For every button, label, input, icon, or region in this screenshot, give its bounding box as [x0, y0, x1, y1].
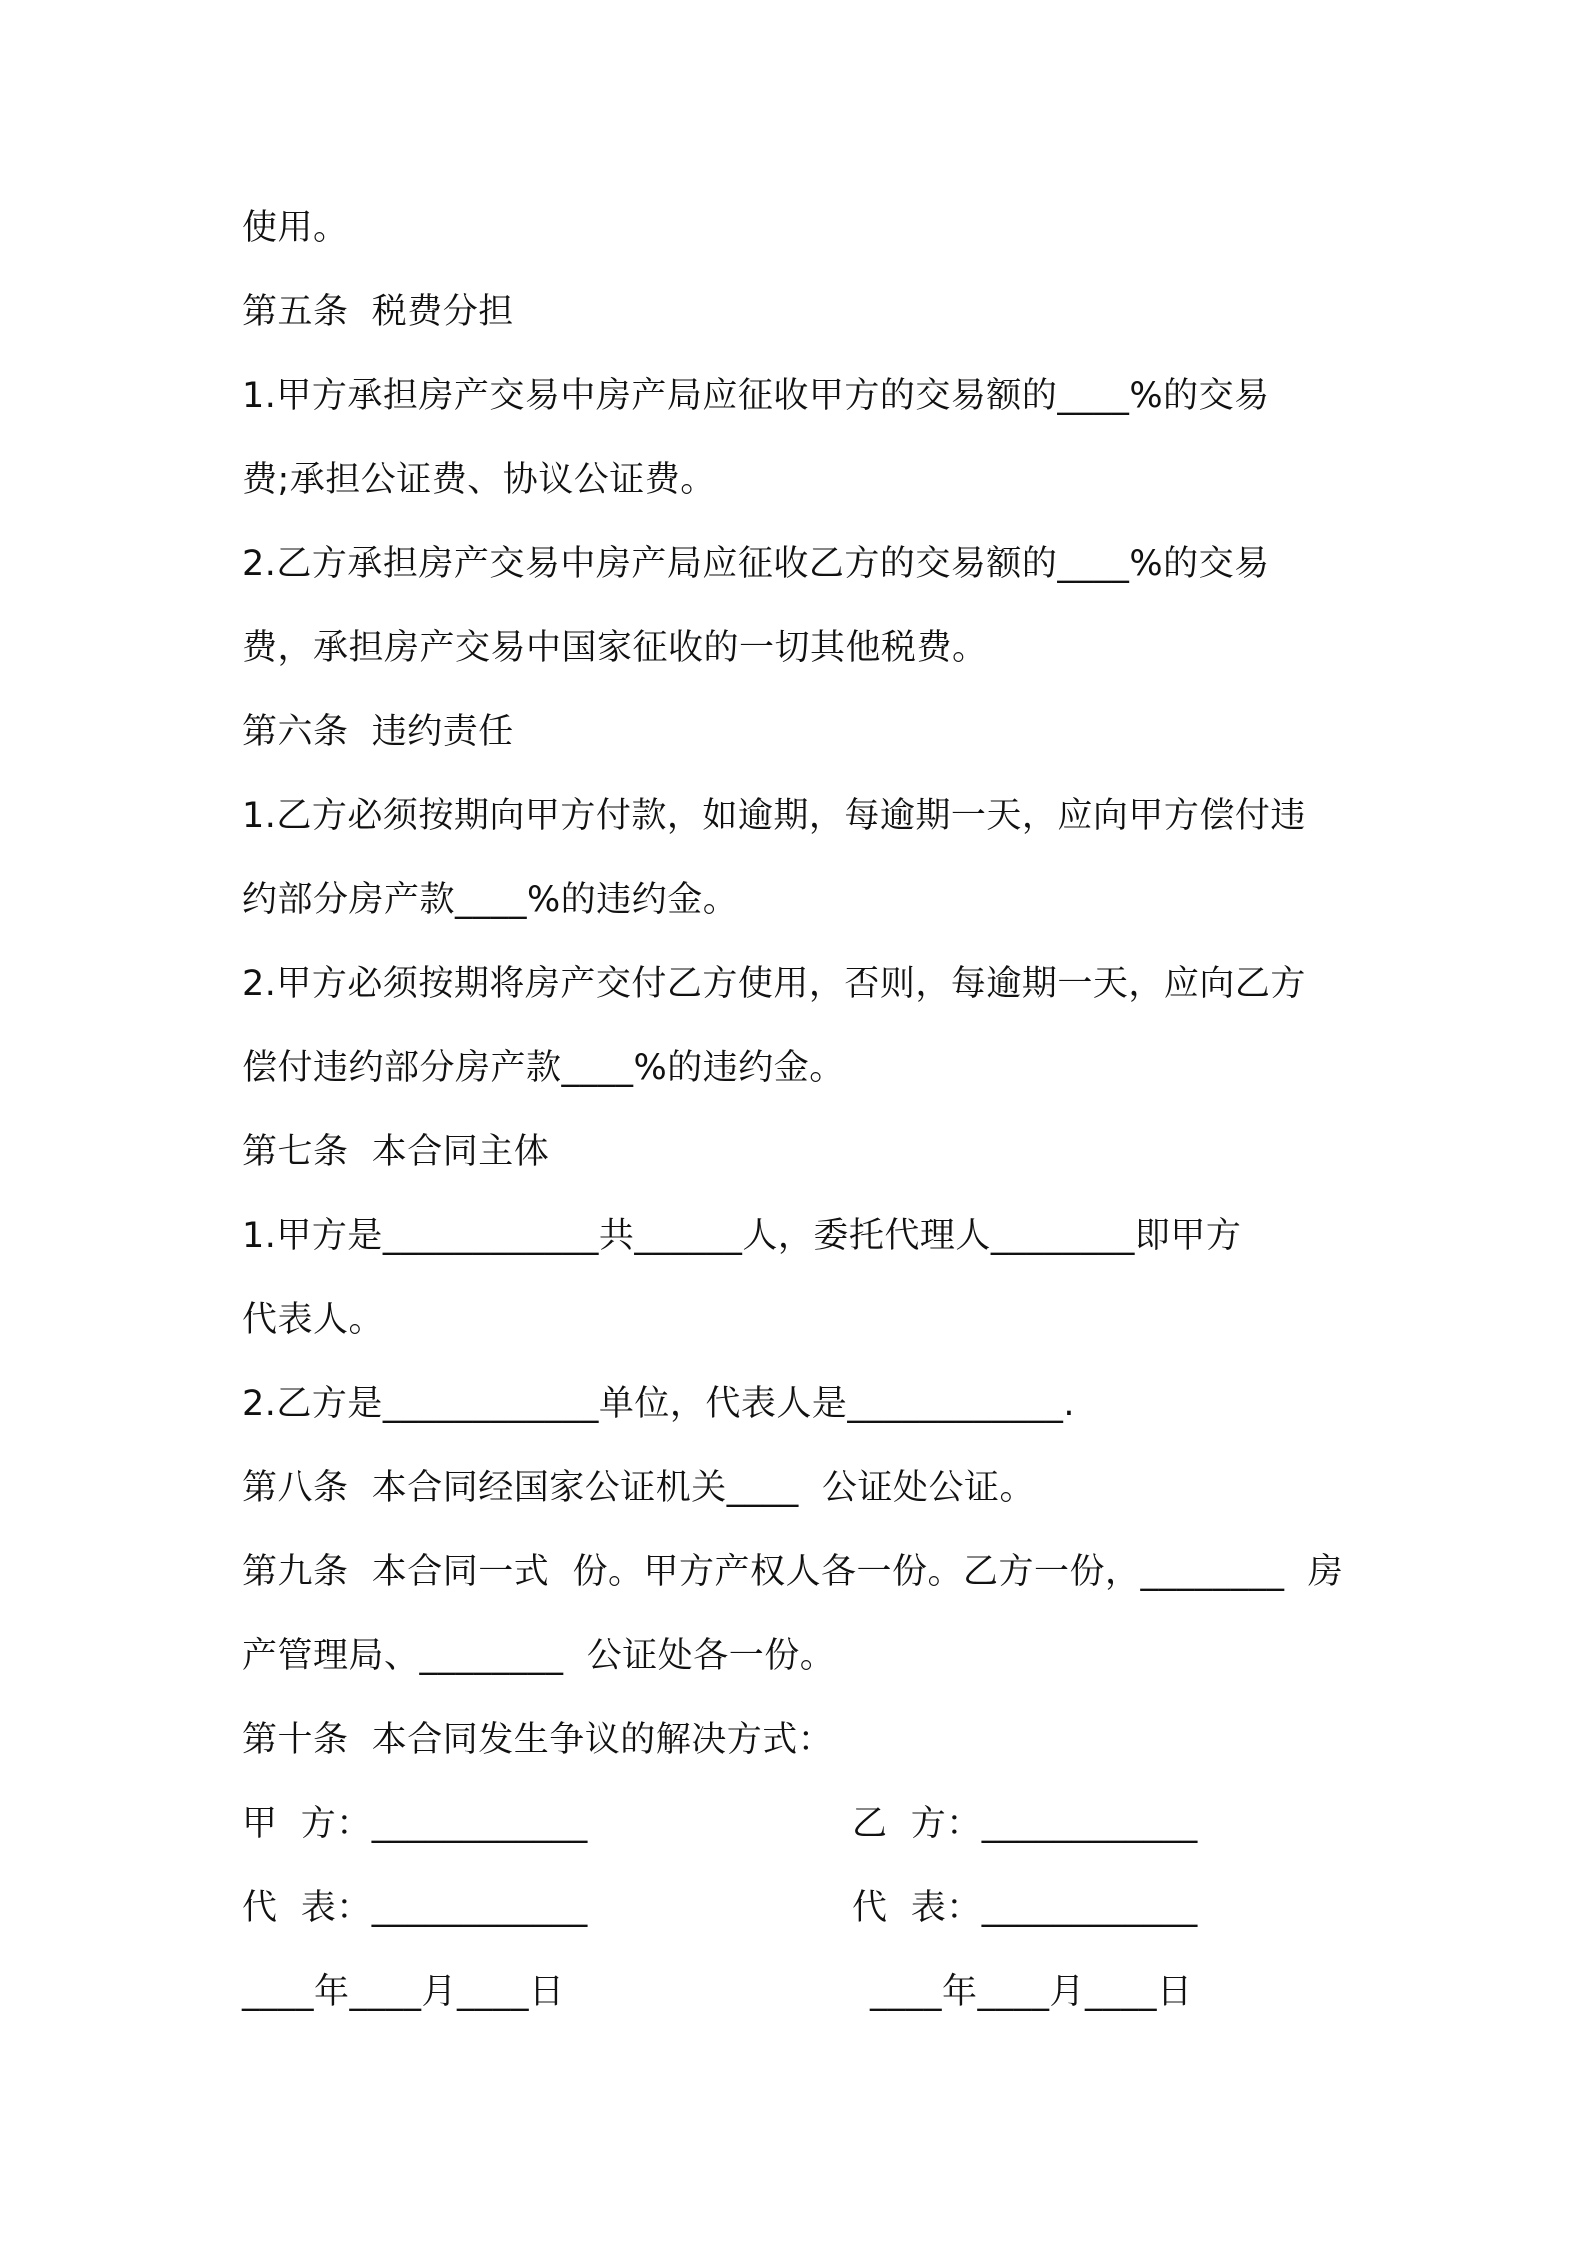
party-b-signature-line: 乙 方：____________	[852, 1804, 1198, 1844]
text-line-18: 产管理局、________ 公证处各一份。	[242, 1636, 836, 1676]
article-6-heading: 第六条 违约责任	[242, 712, 514, 752]
date-a-line: ____年____月____日	[242, 1972, 565, 2012]
text-line-15: 2.乙方是____________单位，代表人是____________.	[242, 1384, 1076, 1424]
text-line-3: 1.甲方承担房产交易中房产局应征收甲方的交易额的____%的交易	[242, 376, 1270, 416]
text-line-13: 1.甲方是____________共______人，委托代理人________即甲方	[242, 1216, 1242, 1256]
text-line-5: 2.乙方承担房产交易中房产局应征收乙方的交易额的____%的交易	[242, 544, 1270, 584]
representative-b-line: 代 表：____________	[852, 1888, 1198, 1928]
text-line-6: 费，承担房产交易中国家征收的一切其他税费。	[242, 628, 988, 668]
party-a-signature-line: 甲 方：____________	[242, 1804, 588, 1844]
date-b-line: ____年____月____日	[870, 1972, 1193, 2012]
representative-a-line: 代 表：____________	[242, 1888, 588, 1928]
article-10-line: 第十条 本合同发生争议的解决方式：	[242, 1720, 834, 1760]
text-line-10: 2.甲方必须按期将房产交付乙方使用，否则，每逾期一天，应向乙方	[242, 964, 1306, 1004]
article-7-heading: 第七条 本合同主体	[242, 1132, 550, 1172]
text-line-14: 代表人。	[242, 1300, 385, 1340]
text-line-1: 使用。	[242, 208, 349, 248]
article-9-line: 第九条 本合同一式 份。甲方产权人各一份。乙方一份，________ 房	[242, 1552, 1344, 1592]
article-5-heading: 第五条 税费分担	[242, 292, 514, 332]
text-line-8: 1.乙方必须按期向甲方付款，如逾期，每逾期一天，应向甲方偿付违	[242, 796, 1306, 836]
text-line-4: 费;承担公证费、协议公证费。	[242, 460, 716, 500]
text-line-11: 偿付违约部分房产款____%的违约金。	[242, 1048, 845, 1088]
article-8-line: 第八条 本合同经国家公证机关____ 公证处公证。	[242, 1468, 1036, 1508]
text-line-9: 约部分房产款____%的违约金。	[242, 880, 739, 920]
